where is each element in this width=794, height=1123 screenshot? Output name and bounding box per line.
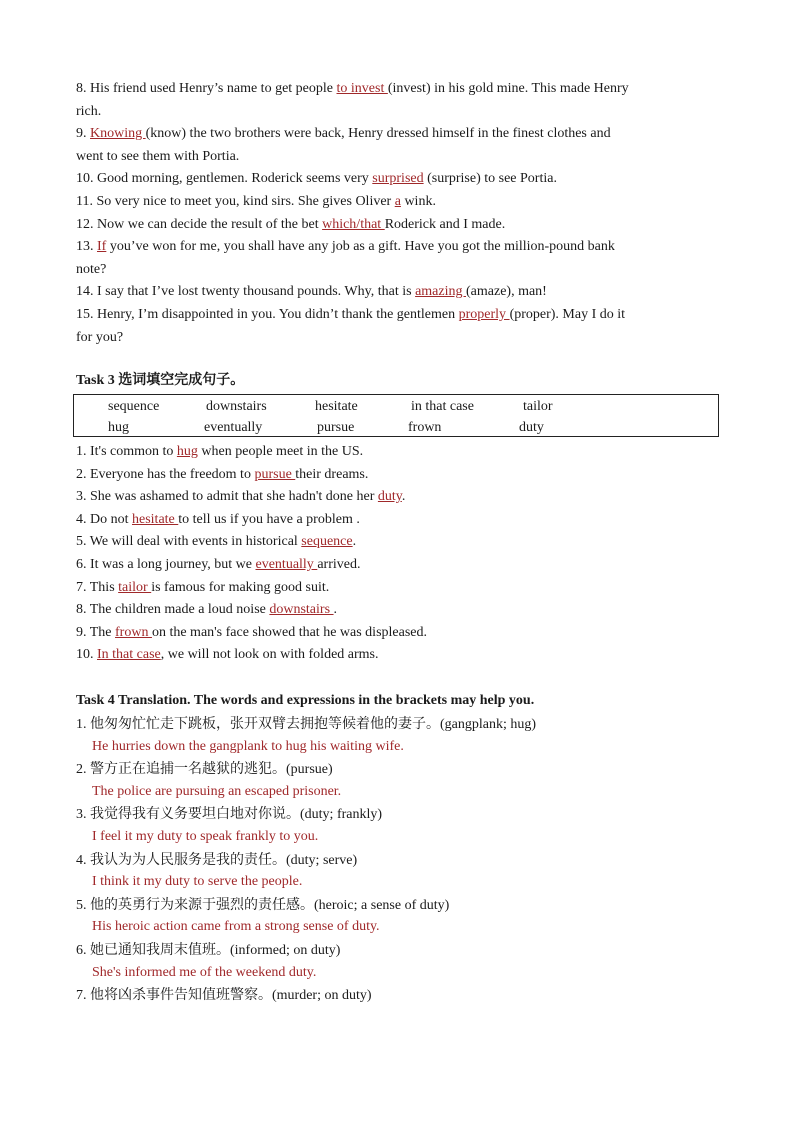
- sentence-text: 4. Do not: [76, 511, 132, 527]
- item-number: 4.: [76, 852, 90, 868]
- item-number: 9.: [76, 126, 90, 142]
- sentence-text: (surprise) to see Portia.: [423, 171, 557, 187]
- item-number: 7.: [76, 988, 90, 1004]
- hint-words: (duty; serve): [286, 852, 358, 868]
- sentence-line: [76, 168, 708, 191]
- fill-in-item: [76, 644, 708, 667]
- chinese-sentence: 他将凶杀事件告知值班警察。: [90, 987, 272, 1004]
- item-number: 6.: [76, 942, 90, 958]
- translation-question: [76, 803, 708, 826]
- item-number: 14.: [76, 284, 97, 300]
- hint-words: (pursue): [286, 762, 333, 778]
- sentence-text: 6. It was a long journey, but we: [76, 556, 256, 572]
- chinese-sentence: 他的英勇行为来源于强烈的责任感。: [90, 896, 314, 913]
- sentence-text: their dreams.: [295, 466, 369, 482]
- hint-words: (murder; on duty): [272, 988, 372, 1004]
- chinese-sentence: 她已通知我周末值班。: [90, 941, 230, 958]
- item-number: 2.: [76, 762, 90, 778]
- sentence-line: [76, 146, 708, 169]
- sentence-text: Now we can decide the result of the bet: [97, 216, 323, 232]
- hint-words: (informed; on duty): [230, 942, 341, 958]
- word-bank-row: [74, 417, 718, 438]
- chinese-sentence: 他匆匆忙忙走下跳板，张开双臂去拥抱等候着他的妻子。: [90, 716, 440, 732]
- sentence-line: [76, 327, 708, 350]
- sentence-line: [76, 191, 708, 214]
- fill-in-item: [76, 486, 708, 509]
- sentence-line: [76, 214, 708, 237]
- sentence-text: Henry, I’m disappointed in you. You didn’t thank the gentlemen: [97, 306, 459, 322]
- answer-blank: hesitate: [132, 511, 179, 527]
- chinese-sentence: 我觉得我有义务要坦白地对你说。: [90, 806, 300, 823]
- translation-question: [76, 939, 708, 962]
- chinese-sentence: 我认为为人民服务是我的责任。: [90, 851, 286, 868]
- fill-in-item: [76, 441, 708, 464]
- sentence-text: Roderick and I made.: [384, 216, 506, 232]
- hint-words: (heroic; a sense of duty): [314, 897, 450, 913]
- sentence-line: [76, 281, 708, 304]
- sentence-line: [76, 236, 708, 259]
- answer-blank: a: [394, 193, 401, 209]
- sentence-line: [76, 101, 708, 124]
- sentence-line: [76, 78, 708, 101]
- answer-blank: frown: [115, 624, 152, 640]
- sentence-text: (proper). May I do it: [509, 306, 626, 322]
- sentence-text: (know) the two brothers were back, Henry dressed himself in the finest clothes and: [145, 126, 611, 142]
- sentence-text: 3. She was ashamed to admit that she hadn't done her: [76, 489, 378, 505]
- sentence-line: [76, 259, 708, 282]
- task4-heading: Task 4 Translation. The words and expressions in the brackets may help you.: [76, 693, 535, 708]
- sentence-text: 8. The children made a loud noise: [76, 602, 270, 618]
- sentence-line: [76, 304, 708, 327]
- word-bank-box: [73, 394, 719, 437]
- translation-answer: I think it my duty to serve the people.: [92, 874, 303, 890]
- sentence-text: to tell us if you have a problem .: [178, 511, 360, 527]
- sentence-text: rich.: [76, 103, 102, 119]
- word-bank-item: duty: [519, 420, 544, 435]
- task3-heading: Task 3 选词填空完成句子。: [76, 373, 245, 388]
- task3-sentence-list: [76, 441, 708, 667]
- fill-in-item: [76, 599, 708, 622]
- answer-blank: to invest: [336, 81, 388, 96]
- sentence-text: (invest) in his gold mine. This made Henry: [387, 81, 629, 96]
- sentence-text: 7. This: [76, 579, 119, 595]
- word-bank-item: frown: [408, 420, 442, 435]
- translation-answer: He hurries down the gangplank to hug his waiting wife.: [92, 738, 404, 754]
- task2-sentence-list: [76, 78, 708, 349]
- translation-question: [76, 984, 708, 1007]
- item-number: 5.: [76, 897, 90, 913]
- fill-in-item: [76, 509, 708, 532]
- word-bank-row: [74, 396, 718, 417]
- answer-blank: sequence: [301, 534, 353, 550]
- translation-question: [76, 713, 708, 736]
- sentence-line: [76, 123, 708, 146]
- task4-translation-list: [76, 713, 708, 1007]
- answer-blank: eventually: [255, 556, 318, 572]
- sentence-text: you’ve won for me, you shall have any job as a gift. Have you got the million-pound bank: [106, 239, 615, 255]
- item-number: 3.: [76, 807, 90, 823]
- sentence-text: His friend used Henry’s name to get people: [90, 81, 337, 96]
- item-number: 1.: [76, 717, 90, 732]
- item-number: 11.: [76, 193, 97, 209]
- sentence-text: 9. The: [76, 624, 116, 640]
- answer-blank: which/that: [322, 216, 385, 232]
- hint-words: (duty; frankly): [300, 807, 383, 823]
- item-number: 8.: [76, 81, 90, 96]
- item-number: 12.: [76, 216, 97, 232]
- sentence-text: 2. Everyone has the freedom to: [76, 466, 255, 482]
- sentence-text: note?: [76, 261, 107, 277]
- sentence-text: .: [401, 489, 406, 505]
- word-bank-item: tailor: [523, 399, 553, 414]
- fill-in-item: [76, 622, 708, 645]
- sentence-text: went to see them with Portia.: [76, 148, 240, 164]
- translation-question: [76, 758, 708, 781]
- translation-question: [76, 849, 708, 872]
- answer-blank: properly: [458, 306, 510, 322]
- translation-answer: His heroic action came from a strong sense of duty.: [92, 919, 380, 935]
- sentence-text: on the man's face showed that he was displeased.: [151, 624, 428, 640]
- answer-blank: downstairs: [269, 602, 334, 618]
- sentence-text: when people meet in the US.: [197, 444, 364, 459]
- sentence-text: Good morning, gentlemen. Roderick seems very: [97, 171, 373, 187]
- fill-in-item: [76, 554, 708, 577]
- sentence-text: 5. We will deal with events in historical: [76, 534, 302, 550]
- word-bank-item: eventually: [204, 420, 263, 435]
- word-bank-item: hug: [108, 420, 129, 435]
- item-number: 10.: [76, 171, 97, 187]
- sentence-text: I say that I’ve lost twenty thousand pounds. Why, that is: [97, 284, 416, 300]
- sentence-text: 1. It's common to: [76, 444, 177, 459]
- word-bank-item: sequence: [108, 399, 160, 414]
- answer-blank: In that case: [97, 647, 161, 663]
- answer-blank: amazing: [415, 284, 466, 300]
- sentence-text: 10.: [76, 647, 97, 663]
- translation-question: [76, 894, 708, 917]
- fill-in-item: [76, 464, 708, 487]
- answer-blank: duty: [377, 489, 402, 505]
- word-bank-item: pursue: [317, 420, 355, 435]
- sentence-text: wink.: [400, 193, 436, 209]
- sentence-text: arrived.: [317, 556, 361, 572]
- word-bank-item: in that case: [411, 399, 474, 414]
- sentence-text: , we will not look on with folded arms.: [160, 647, 379, 663]
- item-number: 13.: [76, 239, 97, 255]
- answer-blank: pursue: [254, 466, 296, 482]
- sentence-text: for you?: [76, 329, 124, 345]
- answer-blank: If: [97, 239, 107, 255]
- sentence-text: So very nice to meet you, kind sirs. She gives Oliver: [96, 193, 395, 209]
- answer-blank: surprised: [372, 171, 424, 187]
- item-number: 15.: [76, 306, 97, 322]
- fill-in-item: [76, 531, 708, 554]
- translation-answer: I feel it my duty to speak frankly to you.: [92, 828, 319, 844]
- fill-in-item: [76, 577, 708, 600]
- word-bank-item: hesitate: [315, 399, 358, 414]
- answer-blank: tailor: [118, 579, 152, 595]
- translation-answer: The police are pursuing an escaped prisoner.: [92, 783, 342, 799]
- sentence-text: .: [352, 534, 357, 550]
- word-bank-item: downstairs: [206, 399, 267, 414]
- hint-words: (gangplank; hug): [440, 717, 537, 732]
- answer-blank: Knowing: [90, 126, 146, 142]
- sentence-text: (amaze), man!: [466, 284, 547, 300]
- chinese-sentence: 警方正在追捕一名越狱的逃犯。: [90, 761, 286, 778]
- translation-answer: She's informed me of the weekend duty.: [92, 964, 317, 980]
- answer-blank: hug: [176, 444, 198, 459]
- sentence-text: .: [333, 602, 338, 618]
- sentence-text: is famous for making good suit.: [151, 579, 330, 595]
